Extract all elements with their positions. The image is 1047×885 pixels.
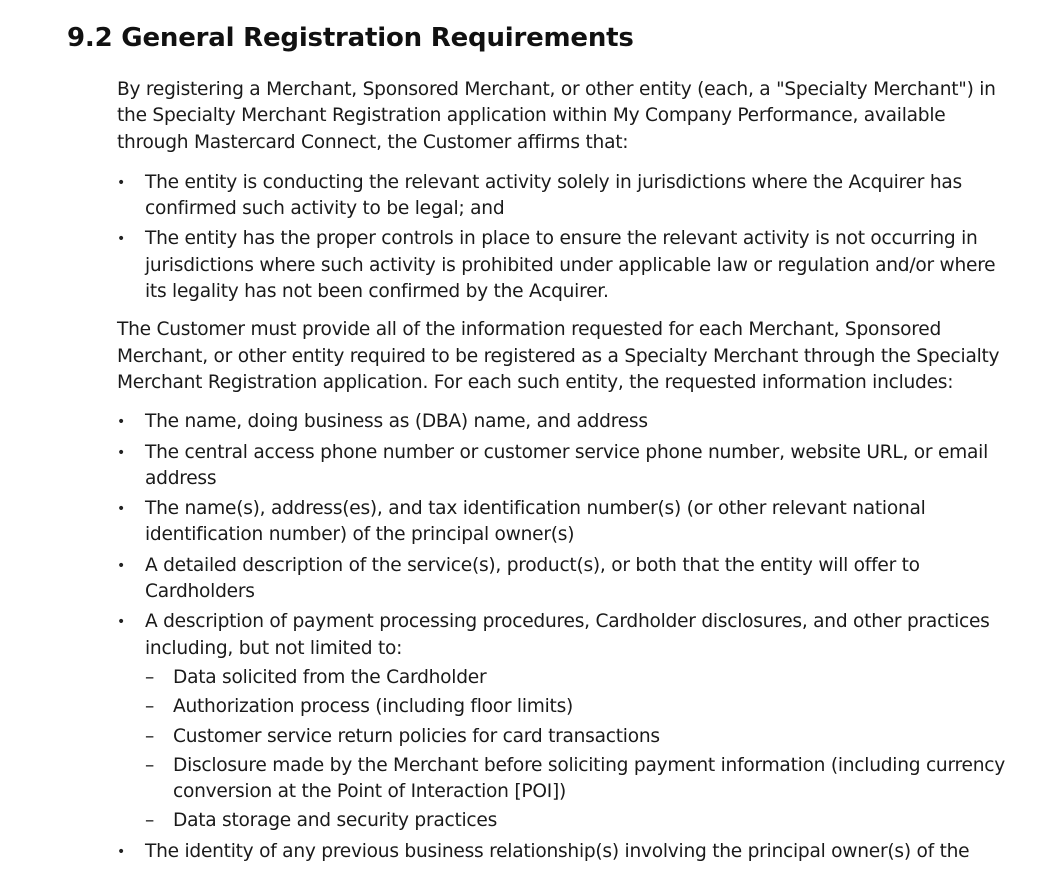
sublist-item: – Authorization process (including floor limits)	[145, 694, 1017, 720]
section-body	[117, 77, 1017, 865]
sublist-item: – Data storage and security practices	[145, 808, 1017, 834]
sublist-item: – Data solicited from the Cardholder	[145, 665, 1017, 691]
requirements-list	[117, 409, 1017, 865]
list-item: • The entity has the proper controls in place to ensure the relevant activity is not occurring in jurisdictions where such activity is prohibited under applicable law or regulation and/or where its legality has not been confirmed by the Acquirer.	[117, 226, 1017, 305]
section-heading: 9.2 General Registration Requirements	[67, 23, 634, 53]
practices-sublist	[145, 665, 1017, 835]
list-item-with-sublist	[117, 609, 1017, 834]
list-item: • A detailed description of the service(s), product(s), or both that the entity will offer to Cardholders	[117, 553, 1017, 606]
list-item: • The name(s), address(es), and tax identification number(s) (or other relevant national identification number) of the principal owner(s)	[117, 496, 1017, 549]
list-item: • The identity of any previous business relationship(s) involving the principal owner(s) of the	[117, 839, 1017, 865]
requirements-paragraph: The Customer must provide all of the information requested for each Merchant, Sponsored Merchant, or other entity required to be registered as a Specialty Merchant through the Specialty Merchant Registration application. For each such entity, the requested information includes:	[117, 319, 1000, 393]
list-item: • The entity is conducting the relevant activity solely in jurisdictions where the Acquirer has confirmed such activity to be legal; and	[117, 170, 1017, 223]
intro-paragraph: By registering a Merchant, Sponsored Merchant, or other entity (each, a "Specialty Merchant") in the Specialty Merchant Registration application within My Company Performance, available through Mastercard Connect, the Customer affirms that:	[117, 79, 996, 153]
list-item: • The central access phone number or customer service phone number, website URL, or email address	[117, 440, 1017, 493]
affirmations-list	[117, 170, 1017, 305]
sublist-item: – Disclosure made by the Merchant before soliciting payment information (including currency conversion at the Point of Interaction [POI])	[145, 753, 1017, 806]
list-item: • The name, doing business as (DBA) name, and address	[117, 409, 1017, 435]
list-item-text: A description of payment processing procedures, Cardholder disclosures, and other practices including, but not limited to:	[145, 611, 990, 659]
sublist-item: – Customer service return policies for card transactions	[145, 724, 1017, 750]
